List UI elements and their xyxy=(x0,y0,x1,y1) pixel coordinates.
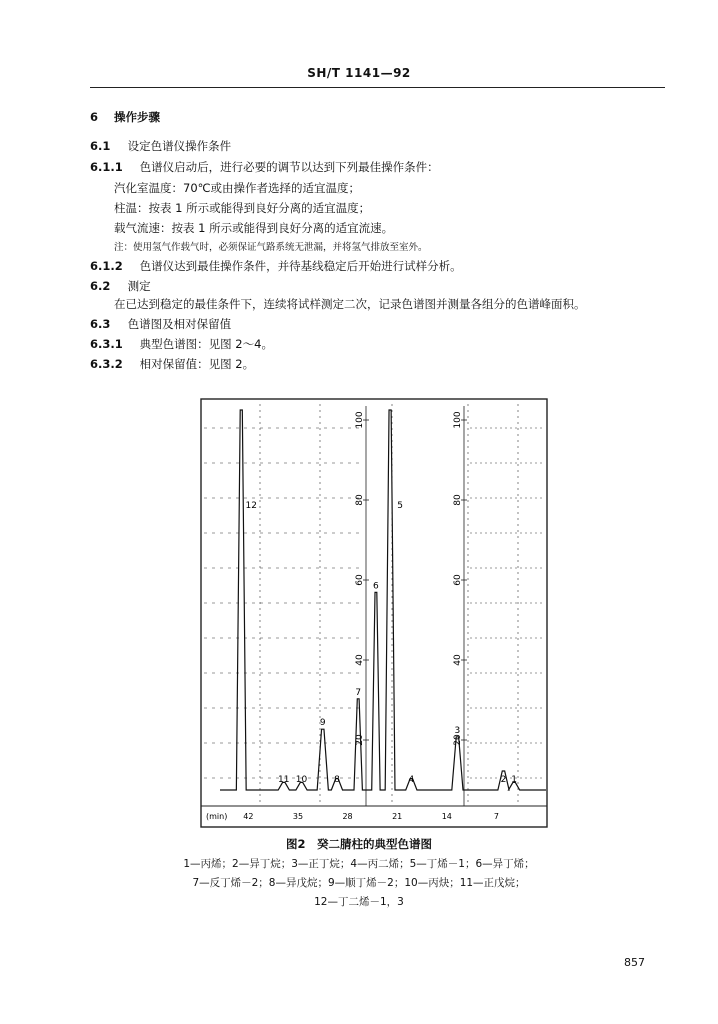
clause-6-1-2 xyxy=(90,259,462,273)
section-6-heading xyxy=(90,110,160,124)
figure-caption: 图2 癸二腈柱的典型色谱图 xyxy=(285,837,432,851)
clause-number: 6.1 xyxy=(90,139,111,153)
peak-label-12: 12 xyxy=(245,501,257,511)
clause-number: 6.1.2 xyxy=(90,259,123,273)
standard-code-header: SH/T 1141—92 xyxy=(307,66,411,80)
figure-legend-line-3: 12—丁二烯－1，3 xyxy=(314,896,404,908)
condition-item-column-temp: 柱温：按表 1 所示或能得到良好分离的适宜温度； xyxy=(114,201,371,215)
chromatogram-figure xyxy=(200,398,549,829)
clause-number: 6.1.1 xyxy=(90,160,123,174)
peak-label-5: 5 xyxy=(397,501,403,511)
time-tick-21: 21 xyxy=(392,812,403,821)
clause-number: 6.3 xyxy=(90,317,111,331)
peak-label-2: 2 xyxy=(500,775,507,785)
section-number: 6 xyxy=(90,110,99,124)
condition-item-vaporizer: 汽化室温度：70℃或由操作者选择的适宜温度； xyxy=(114,181,361,195)
peak-label-3: 3 xyxy=(454,725,461,736)
peak-label-11: 11 xyxy=(278,775,290,785)
clause-6-3-1 xyxy=(90,337,273,351)
time-tick-28: 28 xyxy=(342,812,353,821)
peak-label-8: 8 xyxy=(334,775,340,785)
clause-number: 6.2 xyxy=(90,279,111,293)
scale-right-label-60: 60 xyxy=(453,574,463,586)
clause-text: 设定色谱仪操作条件 xyxy=(127,139,232,153)
scale-left-label-60: 60 xyxy=(355,574,365,586)
time-unit-label: (min) xyxy=(206,812,228,821)
time-tick-42: 42 xyxy=(243,812,254,821)
peak-label-7: 7 xyxy=(355,687,362,698)
clause-6-3 xyxy=(90,317,231,331)
clause-6-3-2 xyxy=(90,357,254,371)
scale-right-label-100: 100 xyxy=(453,411,463,429)
clause-6-1-1 xyxy=(90,160,439,174)
scale-left-label-40: 40 xyxy=(355,654,365,666)
clause-text: 色谱仪启动后，进行必要的调节以达到下列最佳操作条件： xyxy=(139,160,439,174)
header-rule xyxy=(90,87,665,88)
clause-6-1 xyxy=(90,139,231,153)
scale-right-label-40: 40 xyxy=(453,654,463,666)
peak-label-4: 4 xyxy=(408,775,415,785)
measurement-text: 在已达到稳定的最佳条件下，连续将试样测定二次，记录色谱图并测量各组分的色谱峰面积。 xyxy=(114,297,586,311)
clause-text: 相对保留值：见图 2。 xyxy=(139,357,255,371)
figure-legend-line-1: 1—丙烯；2—异丁烷；3—正丁烷；4—丙二烯；5—丁烯－1；6—异丁烯； xyxy=(183,858,535,870)
clause-text: 色谱仪达到最佳操作条件，并待基线稳定后开始进行试样分析。 xyxy=(139,259,462,273)
peak-label-9: 9 xyxy=(319,718,326,729)
clause-number: 6.3.1 xyxy=(90,337,123,351)
figure-legend-line-2: 7—反丁烯－2；8—异戊烷；9—顺丁烯－2；10—丙炔；11—正戊烷； xyxy=(192,877,526,889)
scale-left-label-80: 80 xyxy=(355,494,365,506)
peak-label-1: 1 xyxy=(511,775,517,785)
time-tick-7: 7 xyxy=(493,812,499,821)
scale-right-label-20: 20 xyxy=(453,734,463,746)
clause-number: 6.3.2 xyxy=(90,357,123,371)
scale-right-label-80: 80 xyxy=(453,494,463,506)
section-title: 操作步骤 xyxy=(114,110,161,124)
condition-item-carrier-flow: 载气流速：按表 1 所示或能得到良好分离的适宜流速。 xyxy=(114,221,394,235)
clause-title: 测定 xyxy=(127,279,151,293)
scale-left-label-20: 20 xyxy=(355,734,365,746)
clause-title: 色谱图及相对保留值 xyxy=(127,317,232,331)
peak-label-6: 6 xyxy=(373,581,379,592)
scale-left-label-100: 100 xyxy=(355,411,365,429)
clause-6-2 xyxy=(90,279,151,293)
peak-label-10: 10 xyxy=(295,775,308,785)
time-tick-14: 14 xyxy=(441,812,452,821)
hydrogen-safety-note: 注：使用氢气作载气时，必须保证气路系统无泄漏，并将氢气排放至室外。 xyxy=(114,242,428,253)
time-tick-35: 35 xyxy=(292,812,304,821)
clause-text: 典型色谱图：见图 2～4。 xyxy=(139,337,273,351)
page-number: 857 xyxy=(624,956,645,969)
